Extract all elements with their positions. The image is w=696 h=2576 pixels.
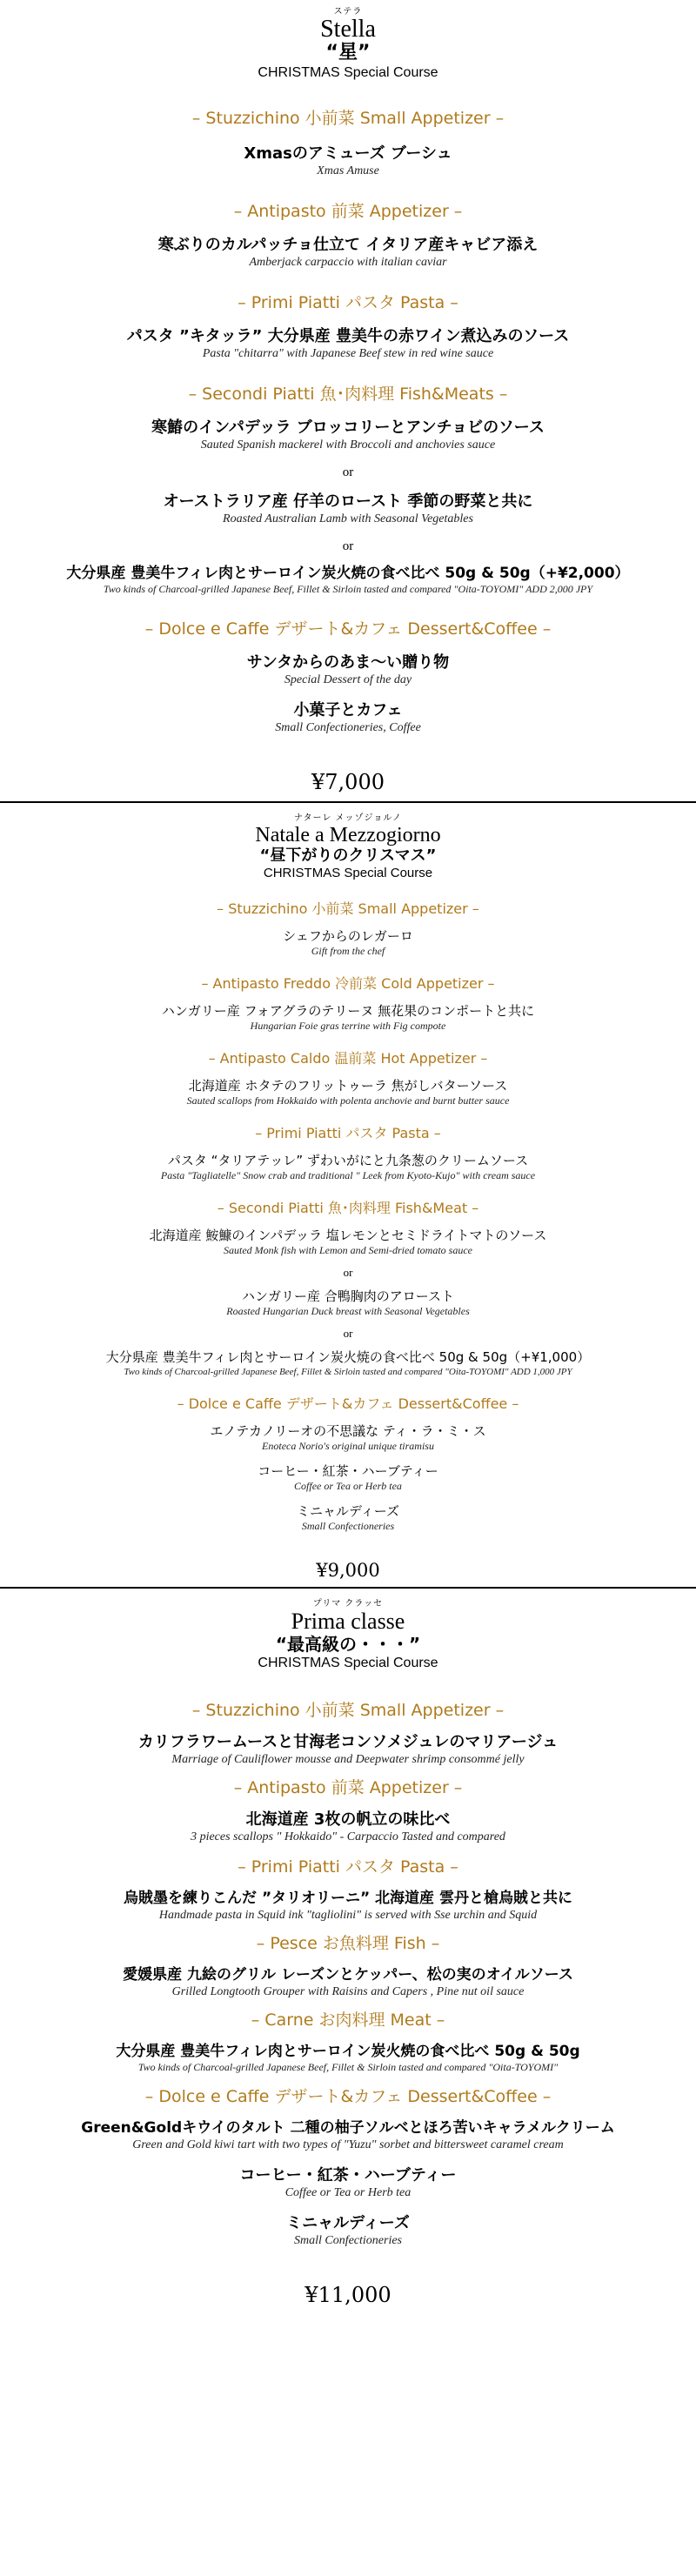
course-type: CHRISTMAS Special Course [263, 866, 433, 880]
dish-name: ハンガリー産 合鴨胸肉のアロースト [241, 1288, 455, 1304]
dish-name: コーヒー・紅茶・ハーブティー [239, 2166, 457, 2185]
dish-description: Handmade pasta in Squid ink "tagliolini" is served with Sse urchin and Squid [158, 1909, 538, 1922]
dish-description: Xmas Amuse [317, 164, 379, 177]
dish-name: 北海道産 鮟鱇のインパデッラ 塩レモンとセミドライトマトのソース [149, 1228, 547, 1243]
section-heading: – Stuzzichino 小前菜 Small Appetizer – [217, 900, 479, 917]
dish-name: 大分県産 豊美牛フィレ肉とサーロイン炭火焼の食べ比べ 50g & 50g（+¥2,000） [66, 565, 630, 582]
dish-description: Marriage of Cauliflower mousse and Deepwater shrimp consommé jelly [171, 1753, 525, 1766]
dish-name: Green&Goldキウイのタルト 二種の柚子ソルベとほろ苦いキャラメルクリーム [81, 2119, 615, 2137]
section-heading: – Stuzzichino 小前菜 Small Appetizer – [191, 109, 505, 128]
dish-description: Small Confectioneries [301, 1520, 395, 1532]
dish-name: パスタ ”キタッラ” 大分県産 豊美牛の赤ワイン煮込みのソース [126, 327, 570, 345]
dish-description: Special Dessert of the day [284, 673, 412, 686]
section-heading: – Pesce お魚料理 Fish – [256, 1934, 440, 1953]
section-heading: – Dolce e Caffe デザート&カフェ Dessert&Coffee – [177, 1395, 519, 1412]
dish-description: 3 pieces scallops " Hokkaido" - Carpaccio Tasted and compared [191, 1830, 505, 1843]
course-subtitle: “星” [325, 42, 371, 64]
dish-name: サンタからのあま〜い贈り物 [246, 653, 450, 672]
dish-name: エノテカノリーオの不思議な ティ・ラ・ミ・ス [210, 1423, 486, 1439]
dish-description: Sauted scallops from Hokkaido with polenta anchovie and burnt butter sauce [186, 1094, 510, 1107]
dish-description: Roasted Australian Lamb with Seasonal Vegetables [223, 512, 473, 525]
dish-description: Coffee or Tea or Herb tea [284, 2186, 412, 2199]
dish-description: Pasta "chitarra" with Japanese Beef stew in red wine sauce [202, 347, 494, 360]
dish-description: Two kinds of Charcoal-grilled Japanese Beef, Fillet & Sirloin tasted and compared "Oita-TOYOMI" [137, 2061, 559, 2073]
section-heading: – Antipasto 前菜 Appetizer – [233, 202, 463, 221]
section-heading: – Antipasto 前菜 Appetizer – [233, 1778, 463, 1797]
section-heading: – Secondi Piatti 魚･肉料理 Fish&Meat – [217, 1200, 479, 1216]
section-heading: – Primi Piatti パスタ Pasta – [255, 1125, 441, 1141]
dish-description: Hungarian Foie gras terrine with Fig compote [250, 1020, 446, 1032]
dish-name: 寒鰆のインパデッラ ブロッコリーとアンチョビのソース [151, 418, 545, 437]
dish-name: カリフラワームースと甘海老コンソメジュレのマリアージュ [137, 1733, 559, 1751]
dish-name: ハンガリー産 フォアグラのテリーヌ 無花果のコンポートと共に [161, 1003, 535, 1019]
section-heading: – Primi Piatti パスタ Pasta – [238, 1857, 458, 1877]
dish-name: 大分県産 豊美牛フィレ肉とサーロイン炭火焼の食べ比べ 50g & 50g [116, 2043, 580, 2060]
section-heading: – Antipasto Freddo 冷前菜 Cold Appetizer – [201, 975, 495, 992]
dish-description: Roasted Hungarian Duck breast with Seasonal Vegetables [226, 1305, 470, 1317]
dish-name: パスタ “タリアテッレ” ずわいがにと九条葱のクリームソース [167, 1153, 529, 1168]
section-heading: – Dolce e Caffe デザート&カフェ Dessert&Coffee – [144, 619, 552, 639]
dish-name: ミニャルディーズ [286, 2214, 410, 2232]
dish-name: 北海道産 3枚の帆立の味比べ [245, 1810, 451, 1829]
course-price: ¥9,000 [316, 1560, 380, 1581]
section-heading: – Stuzzichino 小前菜 Small Appetizer – [191, 1701, 505, 1720]
dish-description: Sauted Spanish mackerel with Broccoli and anchovies sauce [200, 438, 496, 452]
course-title: Stella [320, 16, 376, 43]
section-heading: – Carne お肉料理 Meat – [251, 2011, 445, 2030]
course-ruby: ステラ [333, 7, 363, 17]
course-price: ¥11,000 [304, 2283, 392, 2307]
dish-name: 小菓子とカフェ [293, 701, 403, 719]
dish-description: Small Confectioneries [293, 2234, 403, 2247]
dish-description: Enoteca Norio's original unique tiramisu [262, 1440, 434, 1452]
dish-description: Gift from the chef [311, 945, 385, 957]
dish-description: Sauted Monk fish with Lemon and Semi-dried tomato sauce [224, 1244, 472, 1256]
dish-name: 寒ぶりのカルパッチョ仕立て イタリア産キャビア添え [157, 236, 539, 254]
section-heading: – Dolce e Caffe デザート&カフェ Dessert&Coffee – [144, 2087, 552, 2106]
dish-description: Small Confectioneries, Coffee [275, 721, 421, 734]
course-subtitle: “最高級の・・・” [275, 1634, 421, 1655]
dish-name: コーヒー・紅茶・ハーブティー [258, 1463, 438, 1479]
dish-description: Amberjack carpaccio with italian caviar [249, 256, 447, 269]
or-separator: or [343, 1327, 353, 1340]
section-heading: – Primi Piatti パスタ Pasta – [238, 293, 458, 312]
dish-name: Xmasのアミューズ ブーシュ [244, 144, 452, 163]
menu-natale [0, 803, 696, 1582]
dish-description: Two kinds of Charcoal-grilled Japanese Beef, Fillet & Sirloin tasted and compared "Oita-TOYOMI" ADD 1,000 JPY [124, 1367, 572, 1377]
course-ruby: プリマ クラッセ [312, 1599, 384, 1609]
dish-name: 烏賊墨を練りこんだ ”タリオリーニ” 北海道産 雲丹と槍烏賊と共に [124, 1890, 572, 1907]
dish-name: オーストラリア産 仔羊のロースト 季節の野菜と共に [163, 492, 533, 511]
course-type: CHRISTMAS Special Course [258, 1656, 438, 1670]
dish-name: 大分県産 豊美牛フィレ肉とサーロイン炭火焼の食べ比べ 50g & 50g（+¥1,000） [105, 1349, 591, 1365]
course-ruby: ナターレ メッゾジョルノ [294, 813, 402, 823]
course-type: CHRISTMAS Special Course [258, 65, 438, 80]
section-heading: – Secondi Piatti 魚･肉料理 Fish&Meats – [188, 385, 508, 404]
or-separator: or [342, 465, 354, 479]
course-price: ¥7,000 [311, 770, 385, 794]
dish-description: Pasta "Tagliatelle" Snow crab and traditional " Leek from Kyoto-Kujo" with cream sauce [160, 1169, 536, 1181]
section-heading: – Antipasto Caldo 温前菜 Hot Appetizer – [208, 1050, 488, 1067]
dish-name: 愛媛県産 九絵のグリル レーズンとケッパー、松の実のオイルソース [123, 1966, 573, 1984]
dish-description: Green and Gold kiwi tart with two types of "Yuzu" sorbet and bittersweet caramel cream [132, 2138, 564, 2151]
or-separator: or [343, 1266, 353, 1279]
dish-name: シェフからのレガーロ [283, 928, 413, 944]
course-title: Natale a Mezzogiorno [255, 824, 441, 846]
dish-description: Two kinds of Charcoal-grilled Japanese Beef, Fillet & Sirloin tasted and compared "Oita-TOYOMI" ADD 2,000 JPY [103, 583, 593, 595]
menu-stella [0, 0, 696, 794]
or-separator: or [342, 539, 354, 553]
dish-description: Grilled Longtooth Grouper with Raisins and Capers , Pine nut oil sauce [171, 1985, 525, 1998]
dish-description: Coffee or Tea or Herb tea [294, 1480, 402, 1492]
menu-prima-classe [0, 1589, 696, 2307]
dish-name: ミニャルディーズ [296, 1503, 400, 1519]
course-title: Prima classe [291, 1609, 405, 1634]
dish-name: 北海道産 ホタテのフリットゥーラ 焦がしバターソース [188, 1078, 508, 1094]
course-subtitle: “昼下がりのクリスマス” [259, 846, 437, 865]
